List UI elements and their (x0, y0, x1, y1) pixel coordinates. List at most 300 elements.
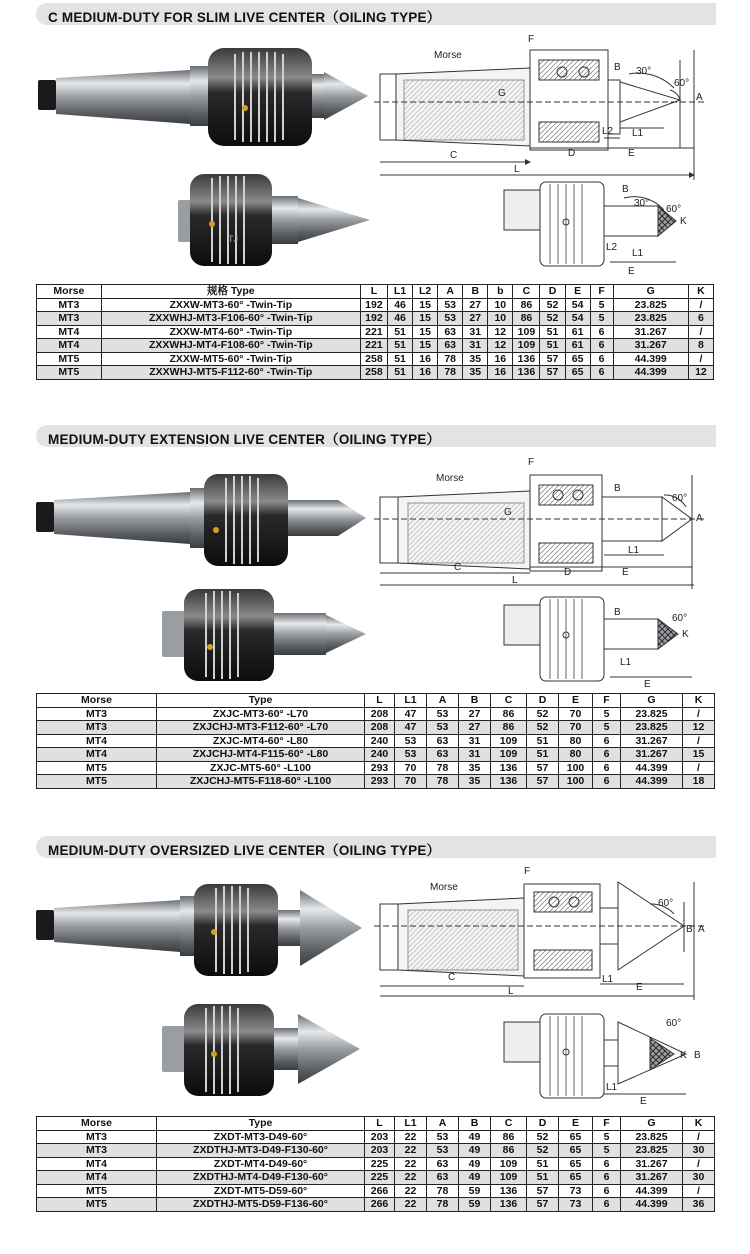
table-cell: 46 (388, 298, 413, 312)
table-cell: 53 (427, 721, 459, 735)
table-cell: MT4 (37, 325, 102, 339)
table-cell: 10 (488, 298, 513, 312)
table-cell: ZXJC-MT5-60° -L100 (157, 761, 365, 775)
label-k: K (680, 1050, 687, 1061)
label-eb: E (640, 1096, 647, 1107)
table-cell: 15 (413, 312, 438, 326)
table-cell: ZXJCHJ-MT3-F112-60° -L70 (157, 721, 365, 735)
table-cell: 192 (360, 312, 387, 326)
label-angle-60: 60° (674, 78, 690, 89)
table-cell: 86 (513, 298, 540, 312)
table-cell: 23.825 (613, 312, 688, 326)
table-cell: 65 (559, 1171, 593, 1185)
table-cell: 65 (565, 352, 590, 366)
table-cell: 59 (459, 1198, 491, 1212)
table-cell: 10 (488, 312, 513, 326)
table-row (37, 1171, 715, 1185)
column-header: Type (157, 1117, 365, 1131)
label-l: L (512, 575, 518, 586)
table-cell: 240 (365, 734, 395, 748)
label-c: C (450, 150, 458, 161)
label-f: F (524, 866, 531, 877)
table-cell: 22 (395, 1144, 427, 1158)
label-g: G (498, 88, 506, 99)
table-cell: 36 (683, 1198, 715, 1212)
table-row (37, 1198, 715, 1212)
table-cell: 44.399 (621, 775, 683, 789)
table-cell: 5 (593, 707, 621, 721)
table-cell: 31 (463, 339, 488, 353)
label-e: E (628, 148, 635, 159)
table-cell: 12 (488, 339, 513, 353)
table-cell: 136 (513, 366, 540, 380)
table-cell: 16 (488, 352, 513, 366)
table-cell: 27 (459, 707, 491, 721)
table-cell: ZXXW-MT4-60° -Twin-Tip (101, 325, 360, 339)
column-header: D (527, 694, 559, 708)
table-cell: 23.825 (621, 1144, 683, 1158)
table-cell: 70 (559, 707, 593, 721)
table-cell: 53 (438, 298, 463, 312)
table-cell: 78 (427, 1198, 459, 1212)
table-cell: 52 (527, 1130, 559, 1144)
table-cell: 65 (559, 1130, 593, 1144)
table-cell: 44.399 (613, 366, 688, 380)
table-cell: 109 (491, 1171, 527, 1185)
table-row (37, 1157, 715, 1171)
table-cell: 6 (590, 366, 613, 380)
column-header: D (527, 1117, 559, 1131)
table-cell: / (688, 352, 713, 366)
table-cell: 12 (488, 325, 513, 339)
label-morse: Morse (436, 473, 464, 484)
table-cell: 22 (395, 1198, 427, 1212)
table-cell: MT3 (37, 1144, 157, 1158)
section-banner (36, 425, 716, 447)
table-cell: / (683, 707, 715, 721)
section-title: MEDIUM-DUTY EXTENSION LIVE CENTER（OILING TYPE） (48, 432, 441, 447)
table-cell: 51 (388, 339, 413, 353)
technical-drawing (374, 862, 714, 1107)
table-cell: 100 (559, 761, 593, 775)
column-header: E (559, 694, 593, 708)
table-cell: 31.267 (621, 1157, 683, 1171)
table-cell: 258 (360, 366, 387, 380)
table-cell: 208 (365, 721, 395, 735)
table-cell: 15 (413, 325, 438, 339)
table-cell: 6 (593, 734, 621, 748)
table-cell: 293 (365, 775, 395, 789)
label-a: A (698, 924, 705, 935)
table-row (37, 352, 714, 366)
table-cell: 86 (491, 721, 527, 735)
label-a: A (696, 513, 703, 524)
table-cell: 136 (491, 761, 527, 775)
table-cell: 192 (360, 298, 387, 312)
label-eb: E (644, 679, 651, 690)
table-cell: 31.267 (613, 339, 688, 353)
table-row (37, 312, 714, 326)
table-header-row (37, 694, 715, 708)
table-cell: ZXJC-MT4-60° -L80 (157, 734, 365, 748)
table-cell: 15 (413, 298, 438, 312)
table-cell: 221 (360, 325, 387, 339)
label-angle-60b: 60° (666, 204, 682, 215)
table-cell: 266 (365, 1184, 395, 1198)
table-cell: 12 (683, 721, 715, 735)
column-header: A (438, 285, 463, 299)
column-header: F (593, 694, 621, 708)
table-cell: 49 (459, 1130, 491, 1144)
table-cell: 240 (365, 748, 395, 762)
table-cell: 63 (427, 748, 459, 762)
table-cell: 109 (491, 734, 527, 748)
column-header: B (459, 1117, 491, 1131)
column-header: K (688, 285, 713, 299)
table-cell: 78 (427, 775, 459, 789)
column-header: Morse (37, 1117, 157, 1131)
table-cell: 225 (365, 1171, 395, 1185)
table-cell: 27 (463, 298, 488, 312)
table-cell: 47 (395, 707, 427, 721)
table-cell: 136 (513, 352, 540, 366)
table-cell: 23.825 (613, 298, 688, 312)
table-cell: 30 (683, 1144, 715, 1158)
live-center-photo-short (176, 170, 376, 270)
table-cell: 35 (463, 352, 488, 366)
table-cell: 63 (427, 1171, 459, 1185)
column-header: B (459, 694, 491, 708)
table-cell: ZXJCHJ-MT5-F118-60° -L100 (157, 775, 365, 789)
table-cell: 15 (683, 748, 715, 762)
table-cell: 53 (438, 312, 463, 326)
section-title: C MEDIUM-DUTY FOR SLIM LIVE CENTER（OILING TYPE） (48, 10, 441, 25)
table-cell: 44.399 (621, 1184, 683, 1198)
table-cell: 6 (593, 775, 621, 789)
table-cell: 15 (413, 339, 438, 353)
table-cell: ZXDTHJ-MT5-D59-F136-60° (157, 1198, 365, 1212)
label-k: K (680, 216, 687, 227)
table-cell: 52 (540, 298, 565, 312)
table-cell: 35 (463, 366, 488, 380)
table-cell: 5 (590, 298, 613, 312)
column-header: Morse (37, 285, 102, 299)
table-row (37, 339, 714, 353)
table-cell: 31.267 (621, 1171, 683, 1185)
label-l1b: L1 (632, 248, 644, 259)
table-cell: 61 (565, 325, 590, 339)
table-cell: 57 (527, 1198, 559, 1212)
table-cell: 22 (395, 1157, 427, 1171)
table-cell: MT4 (37, 1157, 157, 1171)
label-angle-60b: 60° (672, 613, 688, 624)
table-cell: 86 (491, 707, 527, 721)
table-cell: 44.399 (621, 1198, 683, 1212)
label-eb: E (628, 266, 635, 277)
label-l1: L1 (632, 128, 644, 139)
table-cell: 5 (593, 1130, 621, 1144)
table-row (37, 707, 715, 721)
column-header: L1 (395, 694, 427, 708)
table-row (37, 325, 714, 339)
table-cell: ZXJCHJ-MT4-F115-60° -L80 (157, 748, 365, 762)
table-cell: MT3 (37, 1130, 157, 1144)
live-center-photo (30, 44, 370, 154)
label-angle-30: 30° (636, 66, 652, 77)
table-cell: ZXXWHJ-MT4-F108-60° -Twin-Tip (101, 339, 360, 353)
table-cell: 31.267 (621, 748, 683, 762)
table-cell: 70 (395, 775, 427, 789)
table-cell: 78 (438, 352, 463, 366)
label-d: D (568, 148, 576, 159)
table-cell: 31 (459, 748, 491, 762)
table-cell: 80 (559, 734, 593, 748)
table-cell: MT5 (37, 352, 102, 366)
table-cell: 63 (427, 1157, 459, 1171)
table-row (37, 366, 714, 380)
table-cell: 80 (559, 748, 593, 762)
column-header: C (513, 285, 540, 299)
table-cell: 109 (513, 325, 540, 339)
table-cell: 63 (427, 734, 459, 748)
column-header: L1 (388, 285, 413, 299)
table-row (37, 748, 715, 762)
table-cell: / (688, 298, 713, 312)
table-cell: 59 (459, 1184, 491, 1198)
table-cell: 6 (593, 1198, 621, 1212)
table-cell: 5 (593, 1144, 621, 1158)
label-e: E (622, 567, 629, 578)
label-l1b: L1 (606, 1082, 618, 1093)
table-cell: 6 (593, 1157, 621, 1171)
table-row (37, 298, 714, 312)
table-cell: 6 (590, 352, 613, 366)
table-cell: 109 (491, 1157, 527, 1171)
table-cell: 86 (491, 1130, 527, 1144)
section-banner (36, 836, 716, 858)
technical-drawing (374, 30, 714, 280)
label-b2: B (694, 1050, 701, 1061)
table-cell: 258 (360, 352, 387, 366)
table-cell: 57 (540, 352, 565, 366)
label-k: K (682, 629, 689, 640)
label-angle-60: 60° (658, 898, 674, 909)
label-l1: L1 (628, 545, 640, 556)
table-row (37, 1144, 715, 1158)
table-cell: 100 (559, 775, 593, 789)
table-cell: ZXDTHJ-MT4-D49-F130-60° (157, 1171, 365, 1185)
table-cell: 27 (463, 312, 488, 326)
table-cell: 109 (491, 748, 527, 762)
table-cell: 16 (413, 366, 438, 380)
table-cell: 47 (395, 721, 427, 735)
table-cell: 208 (365, 707, 395, 721)
table-cell: MT3 (37, 721, 157, 735)
table-cell: 65 (559, 1144, 593, 1158)
table-cell: 6 (688, 312, 713, 326)
table-cell: 35 (459, 761, 491, 775)
table-cell: 22 (395, 1130, 427, 1144)
table-cell: 23.825 (621, 721, 683, 735)
table-cell: 57 (527, 1184, 559, 1198)
table-cell: 225 (365, 1157, 395, 1171)
table-cell: MT3 (37, 298, 102, 312)
table-cell: 65 (565, 366, 590, 380)
table-cell: 27 (459, 721, 491, 735)
table-cell: MT4 (37, 748, 157, 762)
table-cell: 51 (540, 339, 565, 353)
label-d: D (564, 567, 572, 578)
table-cell: ZXDT-MT3-D49-60° (157, 1130, 365, 1144)
column-header: G (613, 285, 688, 299)
table-cell: ZXDT-MT4-D49-60° (157, 1157, 365, 1171)
label-e: E (636, 982, 643, 993)
table-cell: ZXXWHJ-MT3-F106-60° -Twin-Tip (101, 312, 360, 326)
table-cell: 136 (491, 1184, 527, 1198)
table-cell: 16 (413, 352, 438, 366)
table-cell: 23.825 (621, 1130, 683, 1144)
table-cell: 6 (593, 761, 621, 775)
table-cell: MT5 (37, 366, 102, 380)
label-a: A (696, 92, 703, 103)
table-cell: 86 (513, 312, 540, 326)
table-cell: 51 (540, 325, 565, 339)
table-cell: / (683, 734, 715, 748)
table-cell: 6 (590, 339, 613, 353)
table-cell: 30 (683, 1171, 715, 1185)
column-header: L (360, 285, 387, 299)
spec-table (36, 1116, 715, 1212)
table-cell: ZXDT-MT5-D59-60° (157, 1184, 365, 1198)
table-cell: 54 (565, 312, 590, 326)
column-header: E (565, 285, 590, 299)
table-cell: 5 (590, 312, 613, 326)
table-cell: 53 (427, 707, 459, 721)
live-center-photo-short (160, 1000, 370, 1100)
label-l1b: L1 (620, 657, 632, 668)
table-cell: 86 (491, 1144, 527, 1158)
table-cell: ZXXW-MT3-60° -Twin-Tip (101, 298, 360, 312)
table-cell: 51 (527, 734, 559, 748)
table-cell: 51 (527, 1157, 559, 1171)
label-angle-60: 60° (672, 493, 688, 504)
table-cell: 78 (427, 761, 459, 775)
label-b2: B (614, 607, 621, 618)
table-cell: MT3 (37, 312, 102, 326)
table-cell: 44.399 (621, 761, 683, 775)
table-cell: / (683, 1157, 715, 1171)
column-header: A (427, 1117, 459, 1131)
table-cell: 53 (395, 734, 427, 748)
table-cell: 5 (593, 721, 621, 735)
label-c: C (454, 562, 462, 573)
column-header: C (491, 694, 527, 708)
table-cell: 12 (688, 366, 713, 380)
table-cell: MT5 (37, 1184, 157, 1198)
table-cell: 6 (590, 325, 613, 339)
table-cell: 78 (438, 366, 463, 380)
column-header: 规格 Type (101, 285, 360, 299)
column-header: K (683, 694, 715, 708)
column-header: b (488, 285, 513, 299)
table-cell: MT3 (37, 707, 157, 721)
table-cell: 52 (527, 721, 559, 735)
label-l: L (514, 164, 520, 175)
table-cell: 49 (459, 1157, 491, 1171)
column-header: C (491, 1117, 527, 1131)
table-cell: 57 (540, 366, 565, 380)
table-cell: 203 (365, 1130, 395, 1144)
live-center-photo (30, 470, 370, 570)
column-header: L (365, 1117, 395, 1131)
table-cell: 22 (395, 1184, 427, 1198)
table-cell: 203 (365, 1144, 395, 1158)
label-morse: Morse (434, 50, 462, 61)
photo-mark: TJ (228, 234, 238, 244)
live-center-photo (30, 880, 370, 980)
column-header: B (463, 285, 488, 299)
label-angle-60b: 60° (666, 1018, 682, 1029)
column-header: D (540, 285, 565, 299)
table-cell: 31 (463, 325, 488, 339)
table-cell: 70 (559, 721, 593, 735)
table-cell: 65 (559, 1157, 593, 1171)
table-cell: 8 (688, 339, 713, 353)
spec-table (36, 693, 715, 789)
column-header: L (365, 694, 395, 708)
column-header: L2 (413, 285, 438, 299)
table-cell: 52 (527, 1144, 559, 1158)
table-cell: 35 (459, 775, 491, 789)
technical-drawing (374, 455, 714, 690)
table-cell: 51 (388, 352, 413, 366)
table-row (37, 721, 715, 735)
table-cell: 51 (388, 325, 413, 339)
table-cell: 22 (395, 1171, 427, 1185)
label-b: B (686, 924, 693, 935)
table-cell: 46 (388, 312, 413, 326)
table-header-row (37, 285, 714, 299)
label-morse: Morse (430, 882, 458, 893)
column-header: A (427, 694, 459, 708)
label-l1: L1 (602, 974, 614, 985)
table-cell: 78 (427, 1184, 459, 1198)
label-angle-30b: 30° (634, 198, 650, 209)
label-c: C (448, 972, 456, 983)
table-cell: 18 (683, 775, 715, 789)
label-l2: L2 (602, 126, 614, 137)
table-cell: 49 (459, 1144, 491, 1158)
table-cell: 63 (438, 325, 463, 339)
table-row (37, 775, 715, 789)
table-cell: MT5 (37, 775, 157, 789)
label-b: B (614, 483, 621, 494)
table-cell: ZXXW-MT5-60° -Twin-Tip (101, 352, 360, 366)
table-cell: 6 (593, 1184, 621, 1198)
label-g: G (504, 507, 512, 518)
label-b: B (614, 62, 621, 73)
table-cell: MT5 (37, 1198, 157, 1212)
table-cell: 293 (365, 761, 395, 775)
table-cell: ZXJC-MT3-60° -L70 (157, 707, 365, 721)
table-cell: MT4 (37, 1171, 157, 1185)
column-header: G (621, 1117, 683, 1131)
table-cell: ZXXWHJ-MT5-F112-60° -Twin-Tip (101, 366, 360, 380)
table-cell: 31 (459, 734, 491, 748)
table-cell: MT5 (37, 761, 157, 775)
table-cell: 6 (593, 748, 621, 762)
section-title: MEDIUM-DUTY OVERSIZED LIVE CENTER（OILING TYPE） (48, 843, 441, 858)
